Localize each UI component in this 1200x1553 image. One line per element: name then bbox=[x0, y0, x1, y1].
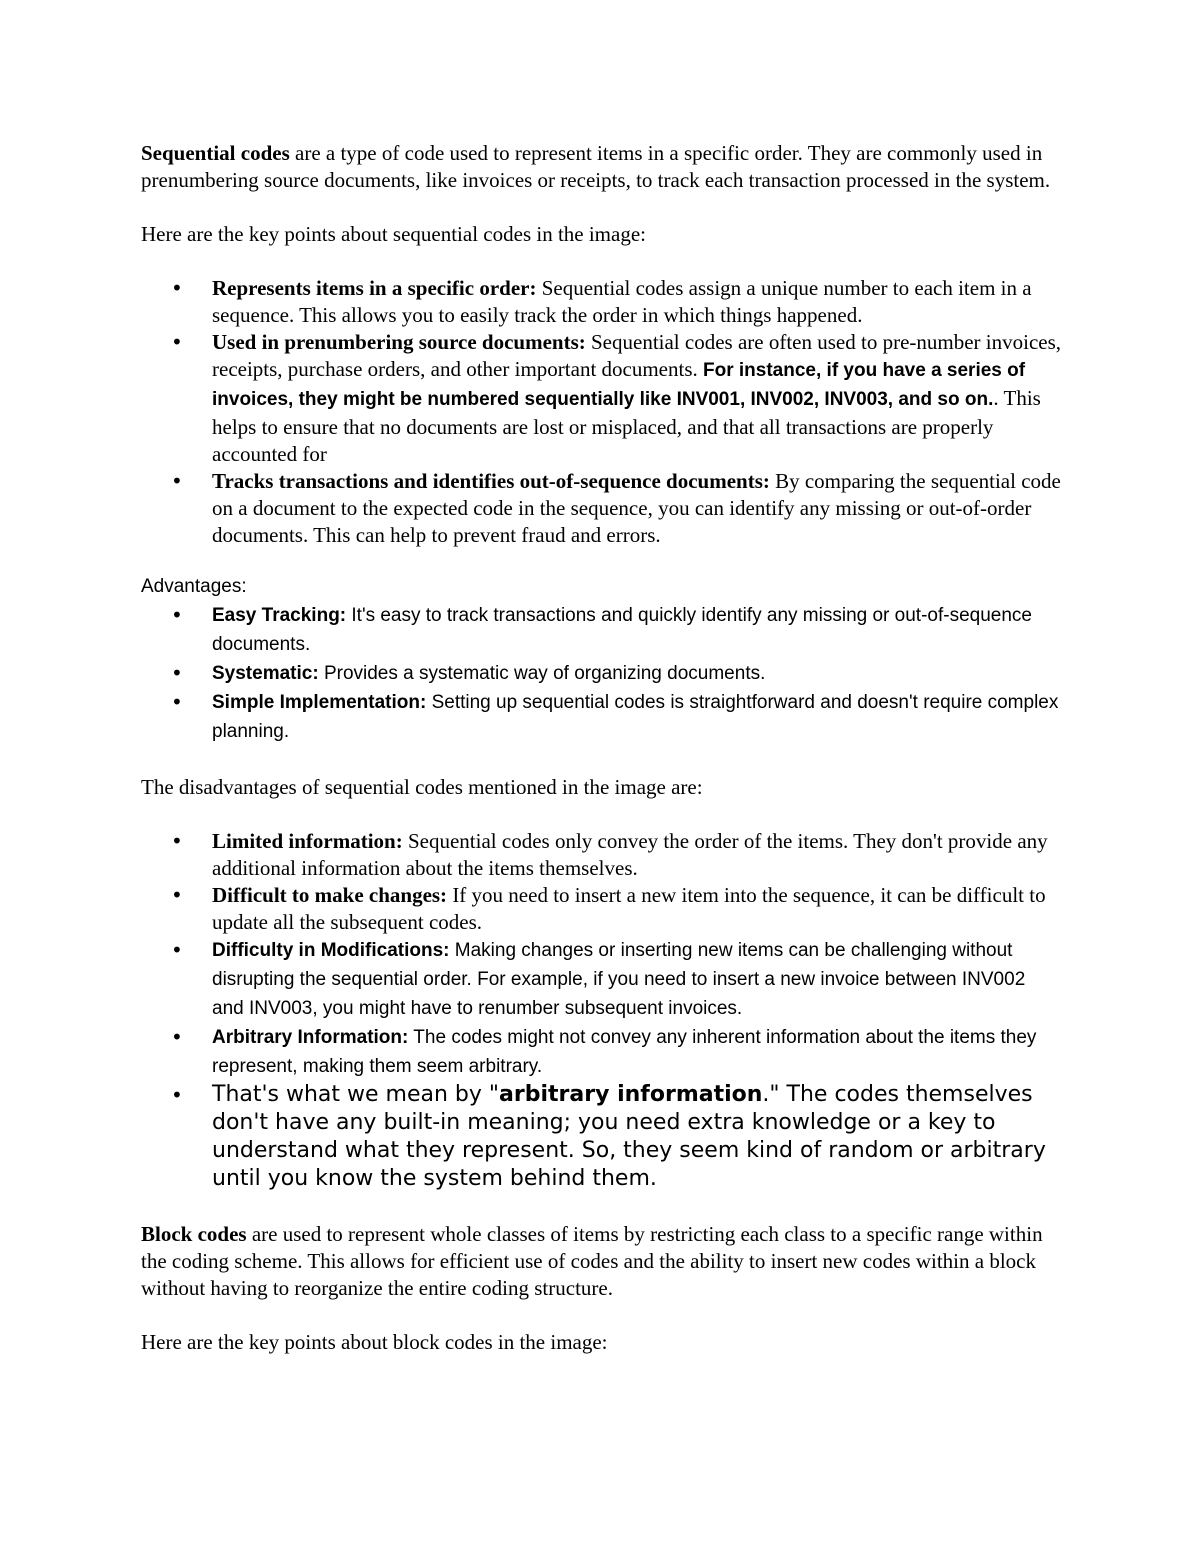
disadvantages-heading: The disadvantages of sequential codes mentioned in the image are: bbox=[141, 775, 703, 799]
block-codes-definition: are used to represent whole classes of items by restricting each class to a specific range within the coding scheme. This allows for efficient use of codes and the ability to insert new codes within a block without having to reorganize the entire coding structure. bbox=[141, 1222, 1043, 1300]
list-item-label: Systematic: bbox=[212, 663, 319, 684]
list-item-label: Represents items in a specific order: bbox=[212, 276, 537, 300]
arbitrary-note-term: arbitrary information bbox=[499, 1082, 763, 1107]
list-item bbox=[141, 828, 1061, 882]
list-item-text: It's easy to track transactions and quickly identify any missing or out-of-sequence documents. bbox=[212, 605, 1032, 655]
list-item-text: Sequential codes are often used to pre-number invoices, receipts, purchase orders, and other important documents. bbox=[212, 330, 1062, 381]
sequential-codes-term: Sequential codes bbox=[141, 141, 290, 165]
advantages-heading: Advantages: bbox=[141, 576, 247, 597]
document-page bbox=[141, 140, 1061, 1356]
list-item bbox=[141, 936, 1061, 1023]
sequential-codes-definition: are a type of code used to represent items in a specific order. They are commonly used in prenumbering source documents, like invoices or receipts, to track each transaction processed in the system. bbox=[141, 141, 1051, 192]
list-item bbox=[141, 688, 1061, 746]
list-item-text: Sequential codes only convey the order of the items. They don't provide any additional information about the items themselves. bbox=[212, 829, 1048, 880]
invoice-example: For instance, if you have a series of invoices, they might be numbered sequentially like INV001, INV002, INV003, and so on. bbox=[212, 360, 1026, 410]
list-item-text: Setting up sequential codes is straightforward and doesn't require complex planning. bbox=[212, 692, 1059, 742]
sequential-codes-paragraph bbox=[141, 140, 1061, 194]
disadvantages-list bbox=[141, 828, 1061, 1193]
advantages-list bbox=[141, 601, 1061, 746]
list-item bbox=[141, 601, 1061, 659]
list-item bbox=[141, 275, 1061, 329]
list-item bbox=[141, 1023, 1061, 1081]
arbitrary-note-pre: That's what we mean by " bbox=[212, 1082, 500, 1107]
list-item-text: By comparing the sequential code on a document to the expected code in the sequence, you can identify any missing or out-of-order documents. This can help to prevent fraud and errors. bbox=[212, 469, 1061, 547]
arbitrary-note-item bbox=[141, 1081, 1061, 1193]
list-item-label: Simple Implementation: bbox=[212, 692, 427, 713]
block-codes-term: Block codes bbox=[141, 1222, 247, 1246]
list-item-text: Sequential codes assign a unique number to each item in a sequence. This allows you to easily track the order in which things happened. bbox=[212, 276, 1032, 327]
list-item-text: Provides a systematic way of organizing documents. bbox=[318, 663, 766, 684]
list-item bbox=[141, 468, 1061, 549]
list-item-label: Difficult to make changes: bbox=[212, 883, 448, 907]
arbitrary-note-post: ." The codes themselves don't have any built-in meaning; you need extra knowledge or a key to understand what they represent. So, they seem kind of random or arbitrary until you know the system behind them. bbox=[212, 1082, 1046, 1191]
seq-key-points-list bbox=[141, 275, 1061, 549]
list-item-label: Limited information: bbox=[212, 829, 403, 853]
list-item-text: The codes might not convey any inherent information about the items they represent, making them seem arbitrary. bbox=[212, 1027, 1037, 1077]
list-item-text: If you need to insert a new item into the sequence, it can be difficult to update all the subsequent codes. bbox=[212, 883, 1046, 934]
list-item-text-continued: . This helps to ensure that no documents are lost or misplaced, and that all transactions are properly accounted for bbox=[212, 386, 1041, 466]
list-item-text: Making changes or inserting new items can be challenging without disrupting the sequential order. For example, if you need to insert a new invoice between INV002 and INV003, you might have to renumber subsequent invoices. bbox=[212, 940, 1026, 1019]
list-item-label: Used in prenumbering source documents: bbox=[212, 330, 586, 354]
block-key-points-heading: Here are the key points about block codes in the image: bbox=[141, 1330, 608, 1354]
list-item-label: Arbitrary Information: bbox=[212, 1027, 409, 1048]
list-item-label: Tracks transactions and identifies out-of-sequence documents: bbox=[212, 469, 770, 493]
list-item bbox=[141, 882, 1061, 936]
seq-key-points-heading: Here are the key points about sequential codes in the image: bbox=[141, 222, 646, 246]
block-codes-paragraph bbox=[141, 1221, 1061, 1302]
list-item bbox=[141, 329, 1061, 468]
list-item-label: Easy Tracking: bbox=[212, 605, 347, 626]
list-item bbox=[141, 659, 1061, 688]
list-item-label: Difficulty in Modifications: bbox=[212, 940, 450, 961]
